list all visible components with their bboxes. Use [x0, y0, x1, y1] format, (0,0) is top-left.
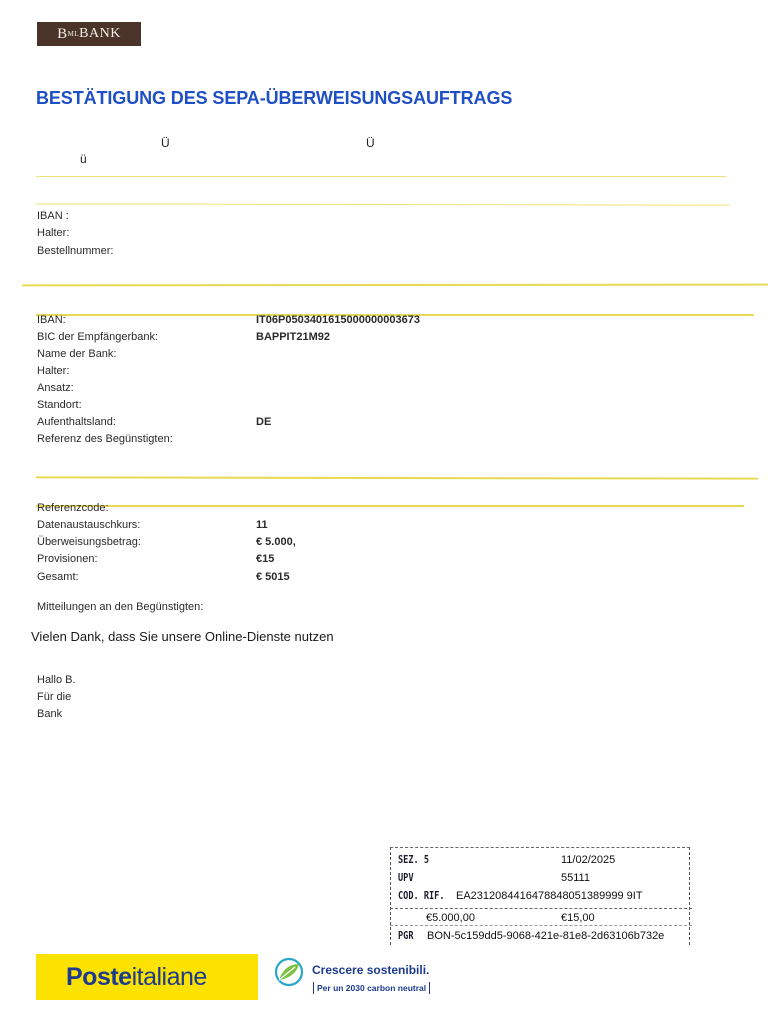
separator-line [36, 505, 744, 507]
receipt-date: 11/02/2025 [561, 854, 616, 866]
receipt-pgr-value: BON-5c159dd5-9068-421e-81e8-2d63106b732e [427, 930, 665, 942]
country-label: Aufenthaltsland: [37, 416, 116, 428]
sustainability-badge [273, 954, 443, 1000]
signature-line-3: Bank [37, 708, 63, 720]
receipt-upv-value: 55111 [561, 872, 590, 884]
order-number-label: Bestellnummer: [37, 245, 114, 257]
receipt-sez-label: SEZ. 5 [398, 853, 430, 866]
receipt-upv-label: UPV [398, 871, 414, 884]
postal-receipt [384, 843, 698, 951]
location-label: Standort: [37, 399, 82, 411]
beneficiary-iban-label: IBAN: [37, 314, 66, 326]
thanks-message: Vielen Dank, dass Sie unsere Online-Dienste nutzen [31, 629, 334, 644]
receipt-cod-rif-value: EA2312084416478848051389999 9IT [456, 890, 643, 902]
ordering-iban-label: IBAN : [37, 210, 69, 222]
fees-label: Provisionen: [37, 553, 98, 565]
address-label: Ansatz: [37, 382, 74, 394]
reference-code-label: Referenzcode: [37, 502, 109, 514]
ordering-holder-label: Halter: [37, 227, 70, 239]
bic-value: BAPPIT21M92 [256, 331, 330, 343]
stray-glyph-2: Ü [366, 136, 375, 150]
total-label: Gesamt: [37, 571, 79, 583]
signature-line-1: Hallo B. [37, 674, 76, 686]
fees-value: €15 [256, 553, 275, 565]
signature-line-2: Für die [37, 691, 72, 703]
beneficiary-holder-label: Halter: [37, 365, 70, 377]
receipt-pgr-label: PGR [398, 929, 414, 942]
country-value: DE [256, 416, 272, 428]
sustainability-subtitle: Per un 2030 carbon neutral [313, 982, 430, 994]
exchange-rate-label: Datenaustauschkurs: [37, 519, 141, 531]
bic-label: BIC der Empfängerbank: [37, 331, 159, 343]
separator-line [36, 203, 730, 205]
bank-name-label: Name der Bank: [37, 348, 117, 360]
receipt-divider [390, 925, 692, 926]
messages-label: Mitteilungen an den Begünstigten: [37, 601, 204, 613]
receipt-amount: €5.000,00 [426, 912, 475, 924]
transfer-amount-value: € 5.000, [256, 536, 296, 548]
leaf-icon [273, 956, 305, 988]
bank-logo: B ML BANK [37, 22, 141, 46]
page-title: BESTÄTIGUNG DES SEPA-ÜBERWEISUNGSAUFTRAGS [36, 88, 513, 108]
sustainability-title: Crescere sostenibili. [312, 963, 430, 977]
total-value: € 5015 [256, 571, 290, 583]
separator-line [36, 476, 758, 479]
poste-italiane-logo: Poste italiane [36, 954, 258, 1000]
transfer-amount-label: Überweisungsbetrag: [37, 536, 141, 548]
beneficiary-iban-value: IT06P0503401615000000003673 [256, 314, 420, 326]
stray-glyph-1: Ü [161, 136, 170, 150]
beneficiary-reference-label: Referenz des Begünstigten: [37, 433, 173, 445]
receipt-fee: €15,00 [561, 912, 595, 924]
receipt-cod-rif-label: COD. RIF. [398, 889, 445, 902]
separator-line [22, 284, 768, 286]
stray-glyph-3: ü [80, 152, 87, 166]
receipt-divider [390, 908, 692, 909]
separator-line [36, 176, 726, 177]
exchange-rate-value: 11 [256, 519, 268, 531]
